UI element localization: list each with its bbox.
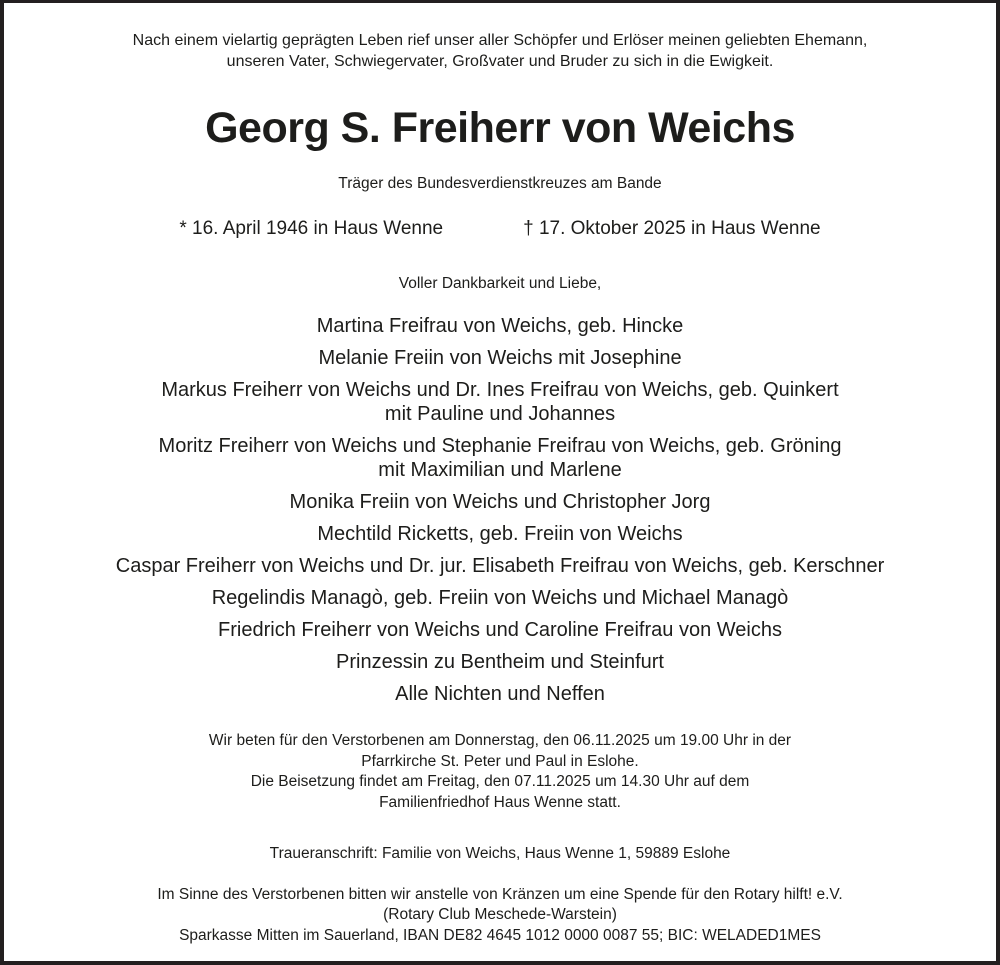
- death-date: † 17. Oktober 2025 in Haus Wenne: [523, 218, 821, 239]
- intro-line: Nach einem vielartig geprägten Leben rief unser aller Schöpfer und Erlöser meinen geliebten Ehemann,: [132, 32, 868, 49]
- mourner-entry: [0, 550, 1000, 582]
- mourner-line: Moritz Freiherr von Weichs und Stephanie Freifrau von Weichs, geb. Gröning: [158, 435, 842, 457]
- intro-text: [0, 30, 1000, 72]
- mourner-entry: [0, 582, 1000, 614]
- mourner-line: Prinzessin zu Bentheim und Steinfurt: [336, 651, 664, 673]
- mourner-entry: [0, 342, 1000, 374]
- donation-line: Sparkasse Mitten im Sauerland, IBAN DE82 4645 1012 0000 0087 55; BIC: WELADED1MES: [179, 926, 821, 944]
- donation-line: Im Sinne des Verstorbenen bitten wir anstelle von Kränzen um eine Spende für den Rotary hilft! e.V.: [157, 886, 843, 903]
- mourner-entry: [0, 614, 1000, 646]
- service-line: Die Beisetzung findet am Freitag, den 07.11.2025 um 14.30 Uhr auf dem: [250, 773, 750, 791]
- service-line: Familienfriedhof Haus Wenne statt.: [379, 794, 621, 812]
- donation-line: (Rotary Club Meschede-Warstein): [383, 906, 617, 924]
- mourner-entry: [0, 310, 1000, 342]
- mourners-list: [0, 310, 1000, 710]
- mourner-line: Friedrich Freiherr von Weichs und Caroline Freifrau von Weichs: [218, 619, 782, 641]
- birth-date: * 16. April 1946 in Haus Wenne: [179, 218, 444, 239]
- intro-line: unseren Vater, Schwiegervater, Großvater und Bruder zu sich in die Ewigkeit.: [226, 53, 774, 70]
- service-line: Pfarrkirche St. Peter und Paul in Eslohe.: [361, 752, 639, 770]
- mourner-line: Martina Freifrau von Weichs, geb. Hincke: [316, 315, 684, 337]
- mourner-line: Melanie Freiin von Weichs mit Josephine: [318, 347, 682, 369]
- thanks-line: Voller Dankbarkeit und Liebe,: [398, 275, 602, 292]
- mourner-entry: [0, 374, 1000, 430]
- mourner-entry: [0, 678, 1000, 710]
- donation-info: [0, 885, 1000, 946]
- mourner-line: Monika Freiin von Weichs und Christopher Jorg: [289, 491, 711, 513]
- honor-text: Träger des Bundesverdienstkreuzes am Bande: [338, 175, 662, 192]
- life-dates: [0, 216, 1000, 242]
- mourner-line: Regelindis Managò, geb. Freiin von Weichs und Michael Managò: [211, 587, 789, 609]
- mourning-address: Traueranschrift: Familie von Weichs, Haus Wenne 1, 59889 Eslohe: [269, 845, 731, 862]
- deceased-name: Georg S. Freiherr von Weichs: [205, 104, 795, 152]
- mourner-line: Alle Nichten und Neffen: [395, 683, 605, 705]
- mourner-line: Markus Freiherr von Weichs und Dr. Ines Freifrau von Weichs, geb. Quinkert: [161, 379, 839, 401]
- mourner-line: mit Pauline und Johannes: [384, 403, 616, 425]
- mourner-line: Caspar Freiherr von Weichs und Dr. jur. Elisabeth Freifrau von Weichs, geb. Kerschner: [115, 555, 885, 577]
- mourner-line: mit Maximilian und Marlene: [378, 459, 622, 481]
- mourner-entry: [0, 430, 1000, 486]
- mourner-line: Mechtild Ricketts, geb. Freiin von Weichs: [317, 523, 683, 545]
- service-info: [0, 731, 1000, 814]
- mourner-entry: [0, 518, 1000, 550]
- mourner-entry: [0, 646, 1000, 678]
- service-line: Wir beten für den Verstorbenen am Donnerstag, den 06.11.2025 um 19.00 Uhr in der: [208, 732, 792, 749]
- mourner-entry: [0, 486, 1000, 518]
